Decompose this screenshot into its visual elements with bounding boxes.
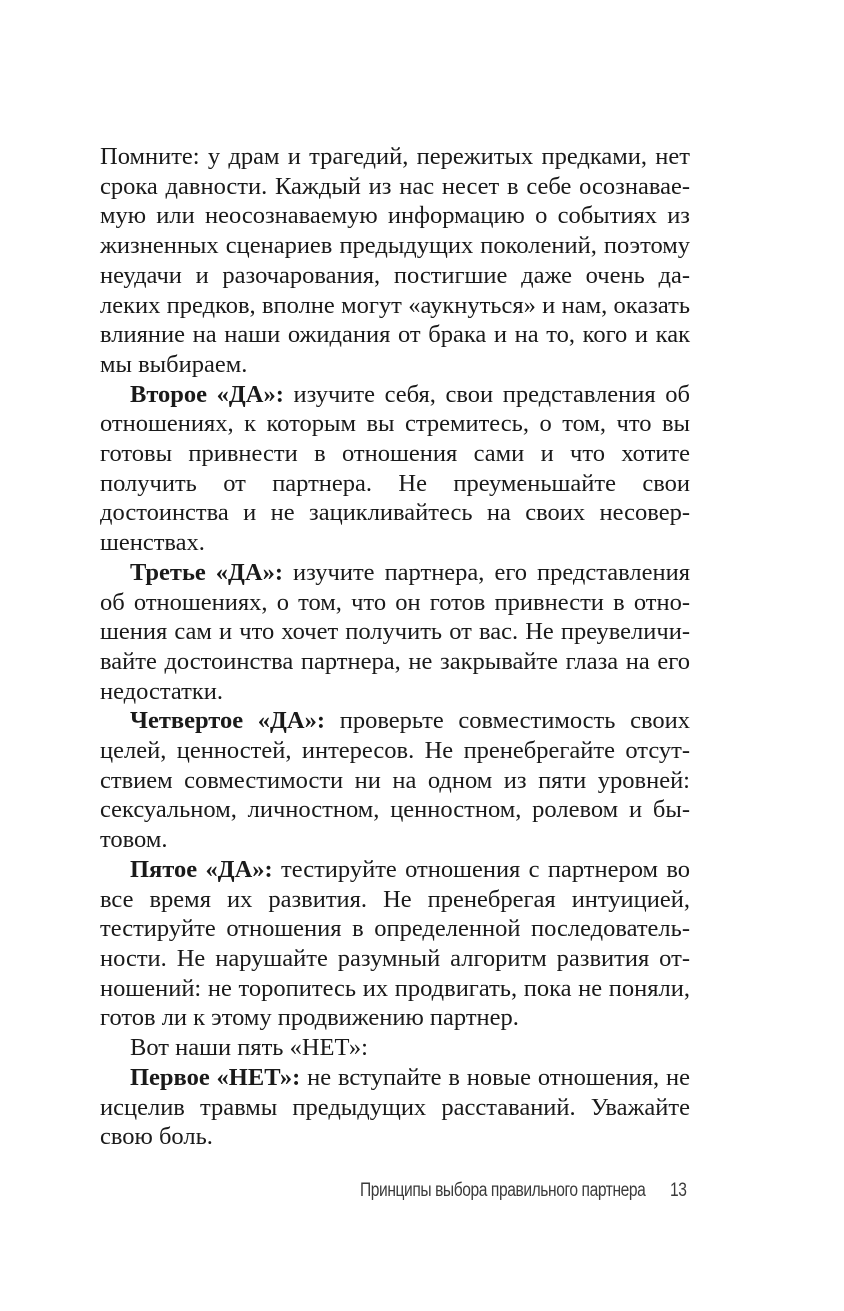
paragraph-heading: Третье «ДА»: <box>130 558 283 586</box>
paragraph-third-yes <box>100 558 690 707</box>
page-footer <box>360 1180 687 1202</box>
running-title: Принципы выбора правильного партнера <box>360 1180 646 1201</box>
paragraph-text: тестируйте отношения с партнером во все время их развития. Не пренебрегая интуицией, тестируйте отношения в определенной последовательности. Не нарушайте разумный алгоритм развития отношений: не торопитесь их продвигать, пока не поняли, готов ли к этому продвижению партнер. <box>100 855 690 1032</box>
paragraph-text: Вот наши пять «НЕТ»: <box>130 1034 368 1062</box>
paragraph-heading: Четвертое «ДА»: <box>130 707 326 735</box>
paragraph-fourth-yes <box>100 706 690 855</box>
paragraph-text: изучите себя, свои представления об отношениях, к которым вы стремитесь, о том, что вы готовы привнести в отношения сами и что хотите получить от партнера. Не преуменьшайте свои достоинства и не зацикливайтесь на своих несовершенствах. <box>100 380 690 557</box>
page-body <box>100 142 690 1152</box>
paragraph-heading: Пятое «ДА»: <box>130 855 273 883</box>
paragraph-remember <box>100 142 690 380</box>
paragraph-text: не вступайте в новые отношения, не исцелив травмы предыдущих расставаний. Уважайте свою боль. <box>100 1063 690 1151</box>
paragraph-first-no <box>100 1063 690 1152</box>
page-number: 13 <box>670 1180 687 1201</box>
paragraph-text: проверьте совместимость своих целей, ценностей, интересов. Не пренебрегайте отсутствием совместимости ни на одном из пяти уровней: сексуальном, личностном, ценностном, ролевом и бытовом. <box>100 707 690 854</box>
paragraph-five-no-intro <box>100 1033 690 1063</box>
paragraph-fifth-yes <box>100 855 690 1033</box>
paragraph-text: Помните: у драм и трагедий, пережитых предками, нет срока давности. Каждый из нас несет в себе осознаваемую или неосознаваемую информацию о событиях из жизненных сценариев предыдущих поколений, поэтому неудачи и разочарования, постигшие даже очень далеких предков, вполне могут «аукнуться» и нам, оказать влияние на наши ожидания от брака и на то, кого и как мы выбираем. <box>100 143 690 378</box>
paragraph-heading: Второе «ДА»: <box>130 380 284 408</box>
paragraph-text: изучите партнера, его представления об отношениях, о том, что он готов привнести в отношения сам и что хочет получить от вас. Не преувеличивайте достоинства партнера, не закрывайте глаза на его недостатки. <box>100 558 690 705</box>
paragraph-second-yes <box>100 380 690 558</box>
paragraph-heading: Первое «НЕТ»: <box>130 1063 301 1091</box>
